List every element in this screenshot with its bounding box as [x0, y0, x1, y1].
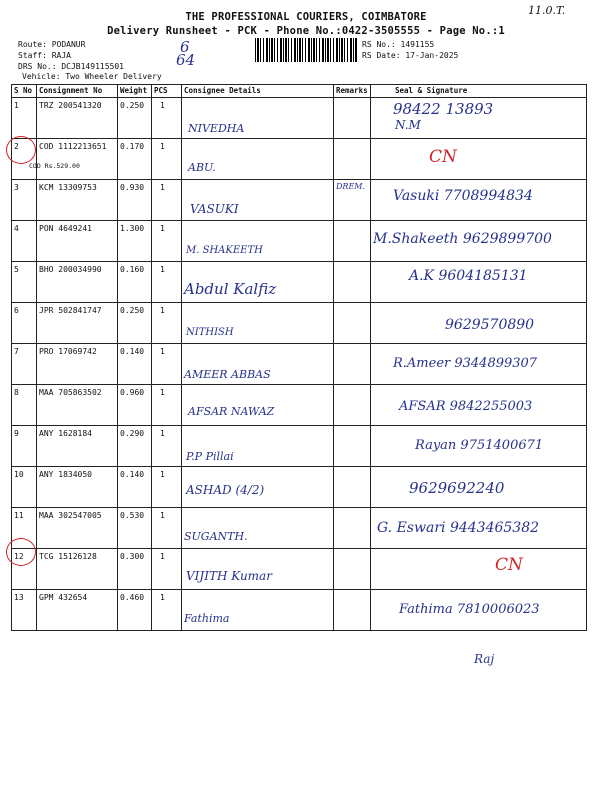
row-consignment: COD 1112213651 — [39, 142, 107, 151]
row-consignment: ANY 1628184 — [39, 429, 92, 438]
row-pcs: 1 — [160, 388, 165, 397]
table-row — [12, 508, 587, 549]
row-signature: 9629692240 — [409, 479, 505, 497]
col-consignment-header: Consignment No — [37, 85, 118, 98]
row-consignment: BHO 200034990 — [39, 265, 102, 274]
table-row — [12, 139, 587, 180]
route-text: Route: PODANUR — [18, 40, 86, 49]
row-consignment: TCG 15126128 — [39, 552, 97, 561]
staff-text: Staff: RAJA — [18, 51, 71, 60]
handwritten-top-right: 11.0.T. — [528, 4, 566, 17]
row-signature: A.K 9604185131 — [409, 268, 528, 284]
row-pcs: 1 — [160, 224, 165, 233]
row-consignee: VIJITH Kumar — [186, 569, 272, 583]
row-signature: CN — [429, 147, 457, 167]
row-sno: 4 — [14, 224, 19, 233]
row-consignee: AMEER ABBAS — [184, 368, 271, 381]
row-consignment: ANY 1834050 — [39, 470, 92, 479]
row-consignee: NIVEDHA — [188, 122, 245, 135]
row-weight: 0.290 — [120, 429, 145, 438]
row-weight: 0.530 — [120, 511, 145, 520]
handwritten-count: 6 — [180, 38, 190, 56]
vehicle-text: Vehicle: Two Wheeler Delivery — [22, 72, 162, 81]
row-pcs: 1 — [160, 429, 165, 438]
row-consignee: SUGANTH. — [184, 530, 248, 543]
row-pcs: 1 — [160, 306, 165, 315]
table-row — [12, 467, 587, 508]
row-weight: 0.460 — [120, 593, 145, 602]
row-consignment: MAA 705863502 — [39, 388, 102, 397]
row-consignee: ABU. — [188, 161, 216, 174]
cod-amount: COD Rs.529.00 — [29, 162, 80, 170]
row-pcs: 1 — [160, 347, 165, 356]
row-signature: CN — [495, 555, 523, 575]
row-consignment: PRO 17069742 — [39, 347, 97, 356]
row-sno: 7 — [14, 347, 19, 356]
row-signature-mark: N.M — [395, 118, 421, 132]
row-pcs: 1 — [160, 511, 165, 520]
row-consignee: VASUKI — [190, 202, 239, 216]
table-row — [12, 590, 587, 631]
company-title: THE PROFESSIONAL COURIERS, COIMBATORE — [185, 11, 427, 23]
row-sno: 2 — [14, 142, 19, 151]
barcode-image — [255, 38, 357, 62]
row-consignee: Fathima — [184, 612, 230, 625]
row-signature: R.Ameer 9344899307 — [393, 356, 538, 371]
row-sno: 9 — [14, 429, 19, 438]
row-signature: 98422 13893 — [393, 100, 494, 118]
table-row — [12, 221, 587, 262]
drs-number: DRS No.: DCJB149115501 — [18, 62, 124, 71]
row-signature: Fathima 7810006023 — [399, 602, 540, 617]
table-row — [12, 344, 587, 385]
row-pcs: 1 — [160, 183, 165, 192]
row-weight: 0.960 — [120, 388, 145, 397]
row-consignment: JPR 502841747 — [39, 306, 102, 315]
row-consignment: KCM 13309753 — [39, 183, 97, 192]
table-row — [12, 98, 587, 139]
row-consignee: Abdul Kalfiz — [184, 280, 277, 298]
row-sno: 3 — [14, 183, 19, 192]
runsheet-table — [11, 84, 587, 631]
row-consignee: AFSAR NAWAZ — [188, 405, 275, 418]
row-pcs: 1 — [160, 101, 165, 110]
row-weight: 0.140 — [120, 470, 145, 479]
handwritten-initials: Raj — [474, 652, 495, 666]
row-signature: 9629570890 — [445, 317, 535, 333]
row-weight: 0.300 — [120, 552, 145, 561]
col-signature-header: Seal & Signature — [371, 85, 587, 98]
row-remark: DREM. — [336, 182, 366, 191]
row-weight: 0.160 — [120, 265, 145, 274]
col-sno-header: S No — [12, 85, 37, 98]
table-row — [12, 385, 587, 426]
table-row — [12, 549, 587, 590]
runsheet-title: Delivery Runsheet - PCK - Phone No.:0422-3505555 - Page No.:1 — [107, 25, 505, 37]
row-sno: 11 — [14, 511, 24, 520]
row-weight: 0.140 — [120, 347, 145, 356]
row-pcs: 1 — [160, 552, 165, 561]
row-weight: 1.300 — [120, 224, 145, 233]
row-consignee: M. SHAKEETH — [186, 245, 263, 256]
row-pcs: 1 — [160, 470, 165, 479]
row-consignment: PON 4649241 — [39, 224, 92, 233]
col-weight-header: Weight — [118, 85, 152, 98]
table-row — [12, 262, 587, 303]
row-sno: 8 — [14, 388, 19, 397]
row-consignment: TRZ 200541320 — [39, 101, 102, 110]
row-weight: 0.250 — [120, 306, 145, 315]
row-pcs: 1 — [160, 142, 165, 151]
red-circle-mark — [6, 136, 36, 164]
row-consignment: GPM 432654 — [39, 593, 88, 602]
row-sno: 1 — [14, 101, 19, 110]
table-row — [12, 180, 587, 221]
row-sno: 6 — [14, 306, 19, 315]
row-consignee: NITHISH — [186, 327, 234, 338]
row-signature: Vasuki 7708994834 — [393, 188, 533, 204]
red-circle-mark — [6, 538, 36, 566]
row-weight: 0.930 — [120, 183, 145, 192]
row-consignment: MAA 302547005 — [39, 511, 102, 520]
col-pcs-header: PCS — [152, 85, 182, 98]
row-pcs: 1 — [160, 593, 165, 602]
row-sno: 10 — [14, 470, 24, 479]
row-weight: 0.170 — [120, 142, 145, 151]
table-row — [12, 303, 587, 344]
row-pcs: 1 — [160, 265, 165, 274]
row-signature: AFSAR 9842255003 — [399, 399, 533, 414]
rs-date: RS Date: 17-Jan-2025 — [362, 51, 459, 60]
rs-number: RS No.: 1491155 — [362, 40, 435, 49]
row-sno: 12 — [14, 552, 24, 561]
col-consignee-header: Consignee Details — [182, 85, 334, 98]
row-sno: 5 — [14, 265, 19, 274]
row-consignee: P.P Pillai — [186, 450, 234, 463]
col-remarks-header: Remarks — [334, 85, 371, 98]
row-sno: 13 — [14, 593, 24, 602]
table-header-row — [12, 85, 587, 98]
handwritten-count-2: 64 — [176, 51, 196, 69]
row-signature: M.Shakeeth 9629899700 — [373, 231, 552, 247]
row-signature: G. Eswari 9443465382 — [377, 520, 540, 536]
row-weight: 0.250 — [120, 101, 145, 110]
row-consignee: ASHAD (4/2) — [186, 483, 265, 497]
row-signature: Rayan 9751400671 — [415, 438, 544, 453]
table-row — [12, 426, 587, 467]
